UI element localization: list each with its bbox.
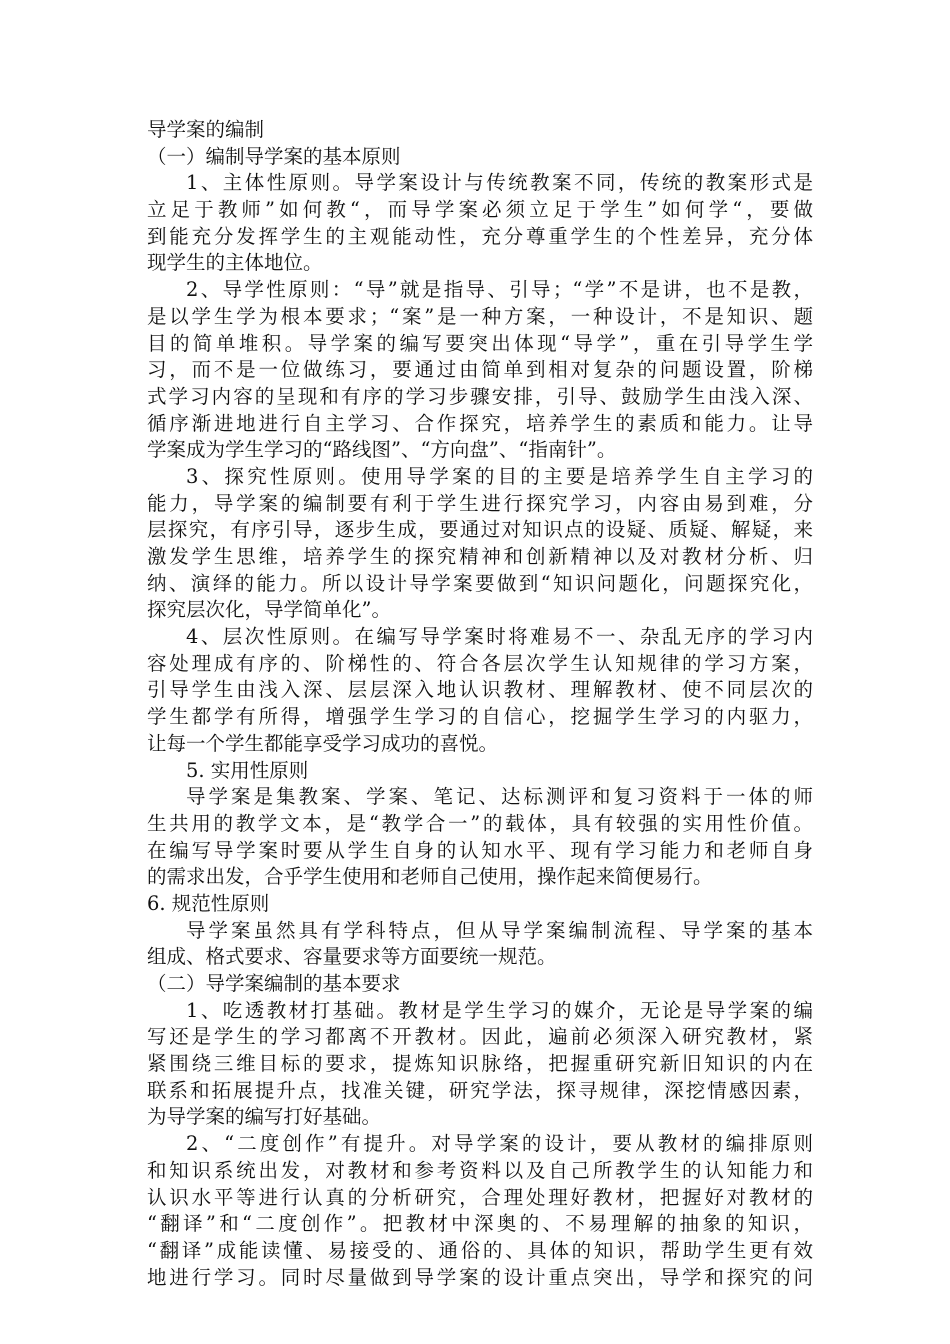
text-line: 和知识系统出发，对教材和参考资料以及自己所教学生的认知能力和 [147,1158,813,1182]
text-line: 是以学生学为根本要求；“案”是一种方案，一种设计，不是知识、题 [147,304,813,328]
paragraph-normative-principle [147,918,813,971]
text-line: 学生都学有所得，增强学生学习的自信心，挖掘学生学习的内驱力， [147,705,813,729]
text-line: 立足于教师”如何教“，而导学案必须立足于学生”如何学“，要做 [147,198,813,222]
text-line: 地进行学习。同时尽量做到导学案的设计重点突出，导学和探究的问 [147,1265,813,1289]
practicality-heading: 5. 实用性原则 [186,758,309,782]
text-line: 导学案是集教案、学案、笔记、达标测评和复习资料于一体的师 [186,785,813,809]
paragraph-hierarchy-principle [147,624,813,757]
paragraph-textbook-foundation [147,998,813,1131]
text-line: 在编写导学案时要从学生自身的认知水平、现有学习能力和老师自身 [147,838,813,862]
text-line: 到能充分发挥学生的主观能动性，充分尊重学生的个性差异，充分体 [147,224,813,248]
text-line: 引导学生由浅入深、层层深入地认识教材、理解教材、使不同层次的 [147,678,813,702]
text-line: 2、“二度创作”有提升。对导学案的设计，要从教材的编排原则 [186,1132,813,1156]
text-line: 1、主体性原则。导学案设计与传统教案不同，传统的教案形式是 [186,171,813,195]
text-line: 能力，导学案的编制要有利于学生进行探究学习，内容由易到难，分 [147,491,813,515]
text-line: 循序渐进地进行自主学习、合作探究，培养学生的素质和能力。让导 [147,411,813,435]
text-line: 目的简单堆积。导学案的编写要突出体现“导学”，重在引导学生学 [147,331,813,355]
text-line: 让每一个学生都能享受学习成功的喜悦。 [147,731,499,755]
text-line: 写还是学生的学习都离不开教材。因此，遍前必须深入研究教材，紧 [147,1025,813,1049]
text-line: 3、探究性原则。使用导学案的目的主要是培养学生自主学习的 [186,464,813,488]
text-line: 1、吃透教材打基础。教材是学生学习的媒介，无论是导学案的编 [186,998,813,1022]
document-title: 导学案的编制 [147,118,265,141]
text-line: 导学案虽然具有学科特点，但从导学案编制流程、导学案的基本 [186,918,813,942]
paragraph-second-creation [147,1131,813,1291]
paragraph-inquiry-principle [147,464,813,624]
text-line: 学案成为学生学习的“路线图”、“方向盘”、“指南针”。 [147,438,617,462]
text-line: 联系和拓展提升点，找准关键，研究学法，探寻规律，深挖情感因素， [147,1078,813,1102]
text-line: 2、导学性原则：“导”就是指导、引导；“学”不是讲，也不是教， [186,278,813,302]
text-line: 生共用的教学文本，是“教学合一”的载体，具有较强的实用性价值。 [147,811,813,835]
text-line: 习，而不是一位做练习，要通过由简单到相对复杂的问题设置，阶梯 [147,358,813,382]
text-line: 4、层次性原则。在编写导学案时将难易不一、杂乱无序的学习内 [186,625,813,649]
paragraph-subject-principle [147,170,813,277]
text-line: “翻译”和“二度创作”。把教材中深奥的、不易理解的抽象的知识， [147,1212,813,1236]
text-line: 容处理成有序的、阶梯性的、符合各层次学生认知规律的学习方案， [147,651,813,675]
section-heading-principles: （一）编制导学案的基本原则 [147,144,401,168]
text-line: 为导学案的编写打好基础。 [147,1105,382,1129]
text-line: 层探究，有序引导，逐步生成，要通过对知识点的设疑、质疑、解疑，来 [147,518,813,542]
paragraph-practicality-principle [147,784,813,891]
text-line: 激发学生思维，培养学生的探究精神和创新精神以及对教材分析、归 [147,545,813,568]
text-line: 现学生的主体地位。 [147,251,323,275]
text-line: 式学习内容的呈现和有序的学习步骤安排，引导、鼓励学生由浅入深、 [147,384,813,408]
text-line: 认识水平等进行认真的分析研究，合理处理好教材，把握好对教材的 [147,1185,813,1209]
text-line: “翻译”成能读懂、易接受的、通俗的、具体的知识，帮助学生更有效 [147,1238,813,1262]
text-line: 探究层次化，导学简单化”。 [147,598,391,622]
normative-heading: 6. 规范性原则 [147,891,270,915]
text-line: 紧围绕三维目标的要求，提炼知识脉络，把握重研究新旧知识的内在 [147,1052,813,1076]
text-line: 的需求出发，合乎学生使用和老师自己使用，操作起来简便易行。 [147,865,713,889]
section-heading-requirements: （二）导学案编制的基本要求 [147,972,401,995]
document-body [147,117,813,1291]
text-line: 纳、演绎的能力。所以设计导学案要做到“知识问题化，问题探究化， [147,571,813,595]
text-line: 组成、格式要求、容量要求等方面要统一规范。 [147,945,557,969]
paragraph-guidance-principle [147,277,813,464]
